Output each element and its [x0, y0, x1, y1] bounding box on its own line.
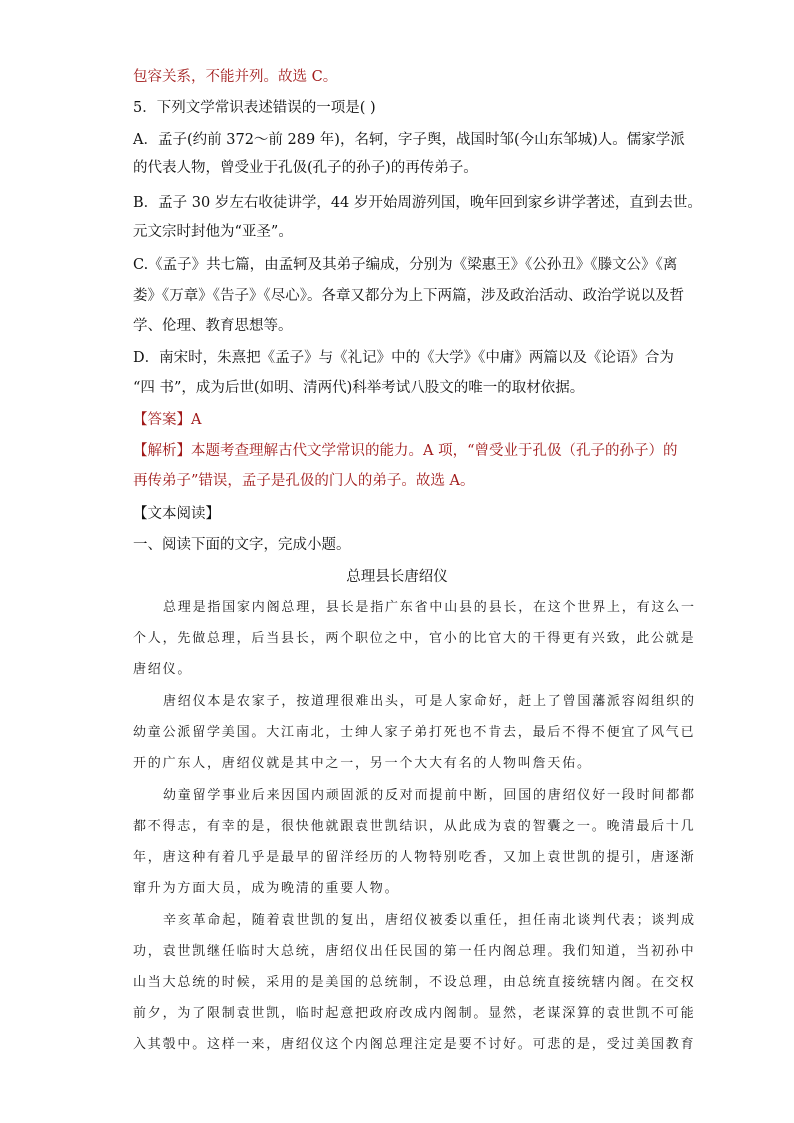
q5-option-a-line-2: 的代表人物，曾受业于孔伋(孔子的孙子)的再传弟子。 [133, 160, 478, 176]
passage-line: 年，唐这种有着几乎是最早的留洋经历的人物特别吃香，又加上袁世凯的提引，唐逐渐 [133, 850, 696, 865]
passage-line: 个人，先做总理，后当县长，两个职位之中，官小的比官大的干得更有兴致，此公就是 [133, 631, 696, 646]
passage-line: 入其彀中。这样一来，唐绍仪这个内阁总理注定是要不讨好。可悲的是，受过美国教育 [133, 1037, 696, 1052]
passage-line: 开的广东人，唐绍仪就是其中之一，另一个大大有名的人物叫詹天佑。 [133, 756, 592, 771]
q5-option-d-line-1: D．南宋时，朱熹把《孟子》与《礼记》中的《大学》《中庸》两篇以及《论语》合为 [133, 350, 674, 366]
q5-option-c-line-3: 学、伦理、教育思想等。 [133, 318, 293, 334]
reading-instruction: 一、阅读下面的文字，完成小题。 [133, 537, 351, 553]
passage-line: 唐绍仪本是农家子，按道理很难出头，可是人家命好，赶上了曾国藩派容闳组织的 [163, 694, 696, 709]
passage-line: 唐绍仪。 [133, 662, 193, 677]
passage-line: 功，袁世凯继任临时大总统，唐绍仪出任民国的第一任内阁总理。我们知道，当初孙中 [133, 944, 696, 959]
passage-line: 前夕，为了限制袁世凯，临时起意把政府改成内阁制。显然，老谋深算的袁世凯不可能 [133, 1006, 696, 1021]
passage-line: 山当大总统的时候，采用的是美国的总统制，不设总理，由总统直接统辖内阁。在交权 [133, 975, 696, 990]
passage-line: 辛亥革命起，随着袁世凯的复出，唐绍仪被委以重任，担任南北谈判代表；谈判成 [163, 913, 696, 928]
q5-option-d-line-2: “四 书”，成为后世(如明、清两代)科举考试八股文的唯一的取材依据。 [133, 380, 585, 396]
passage-line: 幼童公派留学美国。大江南北，士绅人家子弟打死也不肯去，最后不得不便宜了风气已 [133, 725, 696, 740]
q5-analysis-line-1: 【解析】本题考查理解古代文学常识的能力。A 项，“曾受业于孔伋（孔子的孙子）的 [133, 443, 678, 459]
q5-answer: 【答案】A [133, 412, 202, 428]
q5-stem: 5．下列文学常识表述错误的一项是( ) [133, 100, 376, 116]
q5-option-b-line-2: 元文宗时封他为“亚圣”。 [133, 224, 293, 240]
q5-option-c-line-2: 娄》《万章》《告子》《尽心》。各章又都分为上下两篇，涉及政治活动、政治学说以及哲 [133, 288, 684, 304]
q5-option-c-line-1: C.《孟子》共七篇，由孟轲及其弟子编成，分别为《梁惠王》《公孙丑》《滕文公》《离 [133, 257, 678, 273]
passage-title: 总理县长唐绍仪 [346, 569, 448, 585]
passage-line: 窜升为方面大员，成为晚清的重要人物。 [133, 881, 400, 896]
passage-line: 都不得志，有幸的是，很快他就跟袁世凯结识，从此成为袁的智囊之一。晚清最后十几 [133, 819, 696, 834]
passage-line: 幼童留学事业后来因国内顽固派的反对而提前中断，回国的唐绍仪好一段时间都都 [163, 788, 696, 803]
q5-option-b-line-1: B．孟子 30 岁左右收徒讲学，44 岁开始周游列国，晚年回到家乡讲学著述，直到去世。 [133, 195, 702, 211]
q5-analysis-line-2: 再传弟子”错误，孟子是孔伋的门人的弟子。故选 A。 [133, 473, 475, 489]
q4-explanation-tail: 包容关系，不能并列。故选 C。 [133, 69, 338, 85]
q5-option-a-line-1: A．孟子(约前 372～前 289 年)，名轲，字子舆，战国时邹(今山东邹城)人。儒家学派 [133, 132, 685, 148]
section-header: 【文本阅读】 [133, 506, 220, 522]
passage-line: 总理是指国家内阁总理，县长是指广东省中山县的县长，在这个世界上，有这么一 [163, 600, 696, 615]
